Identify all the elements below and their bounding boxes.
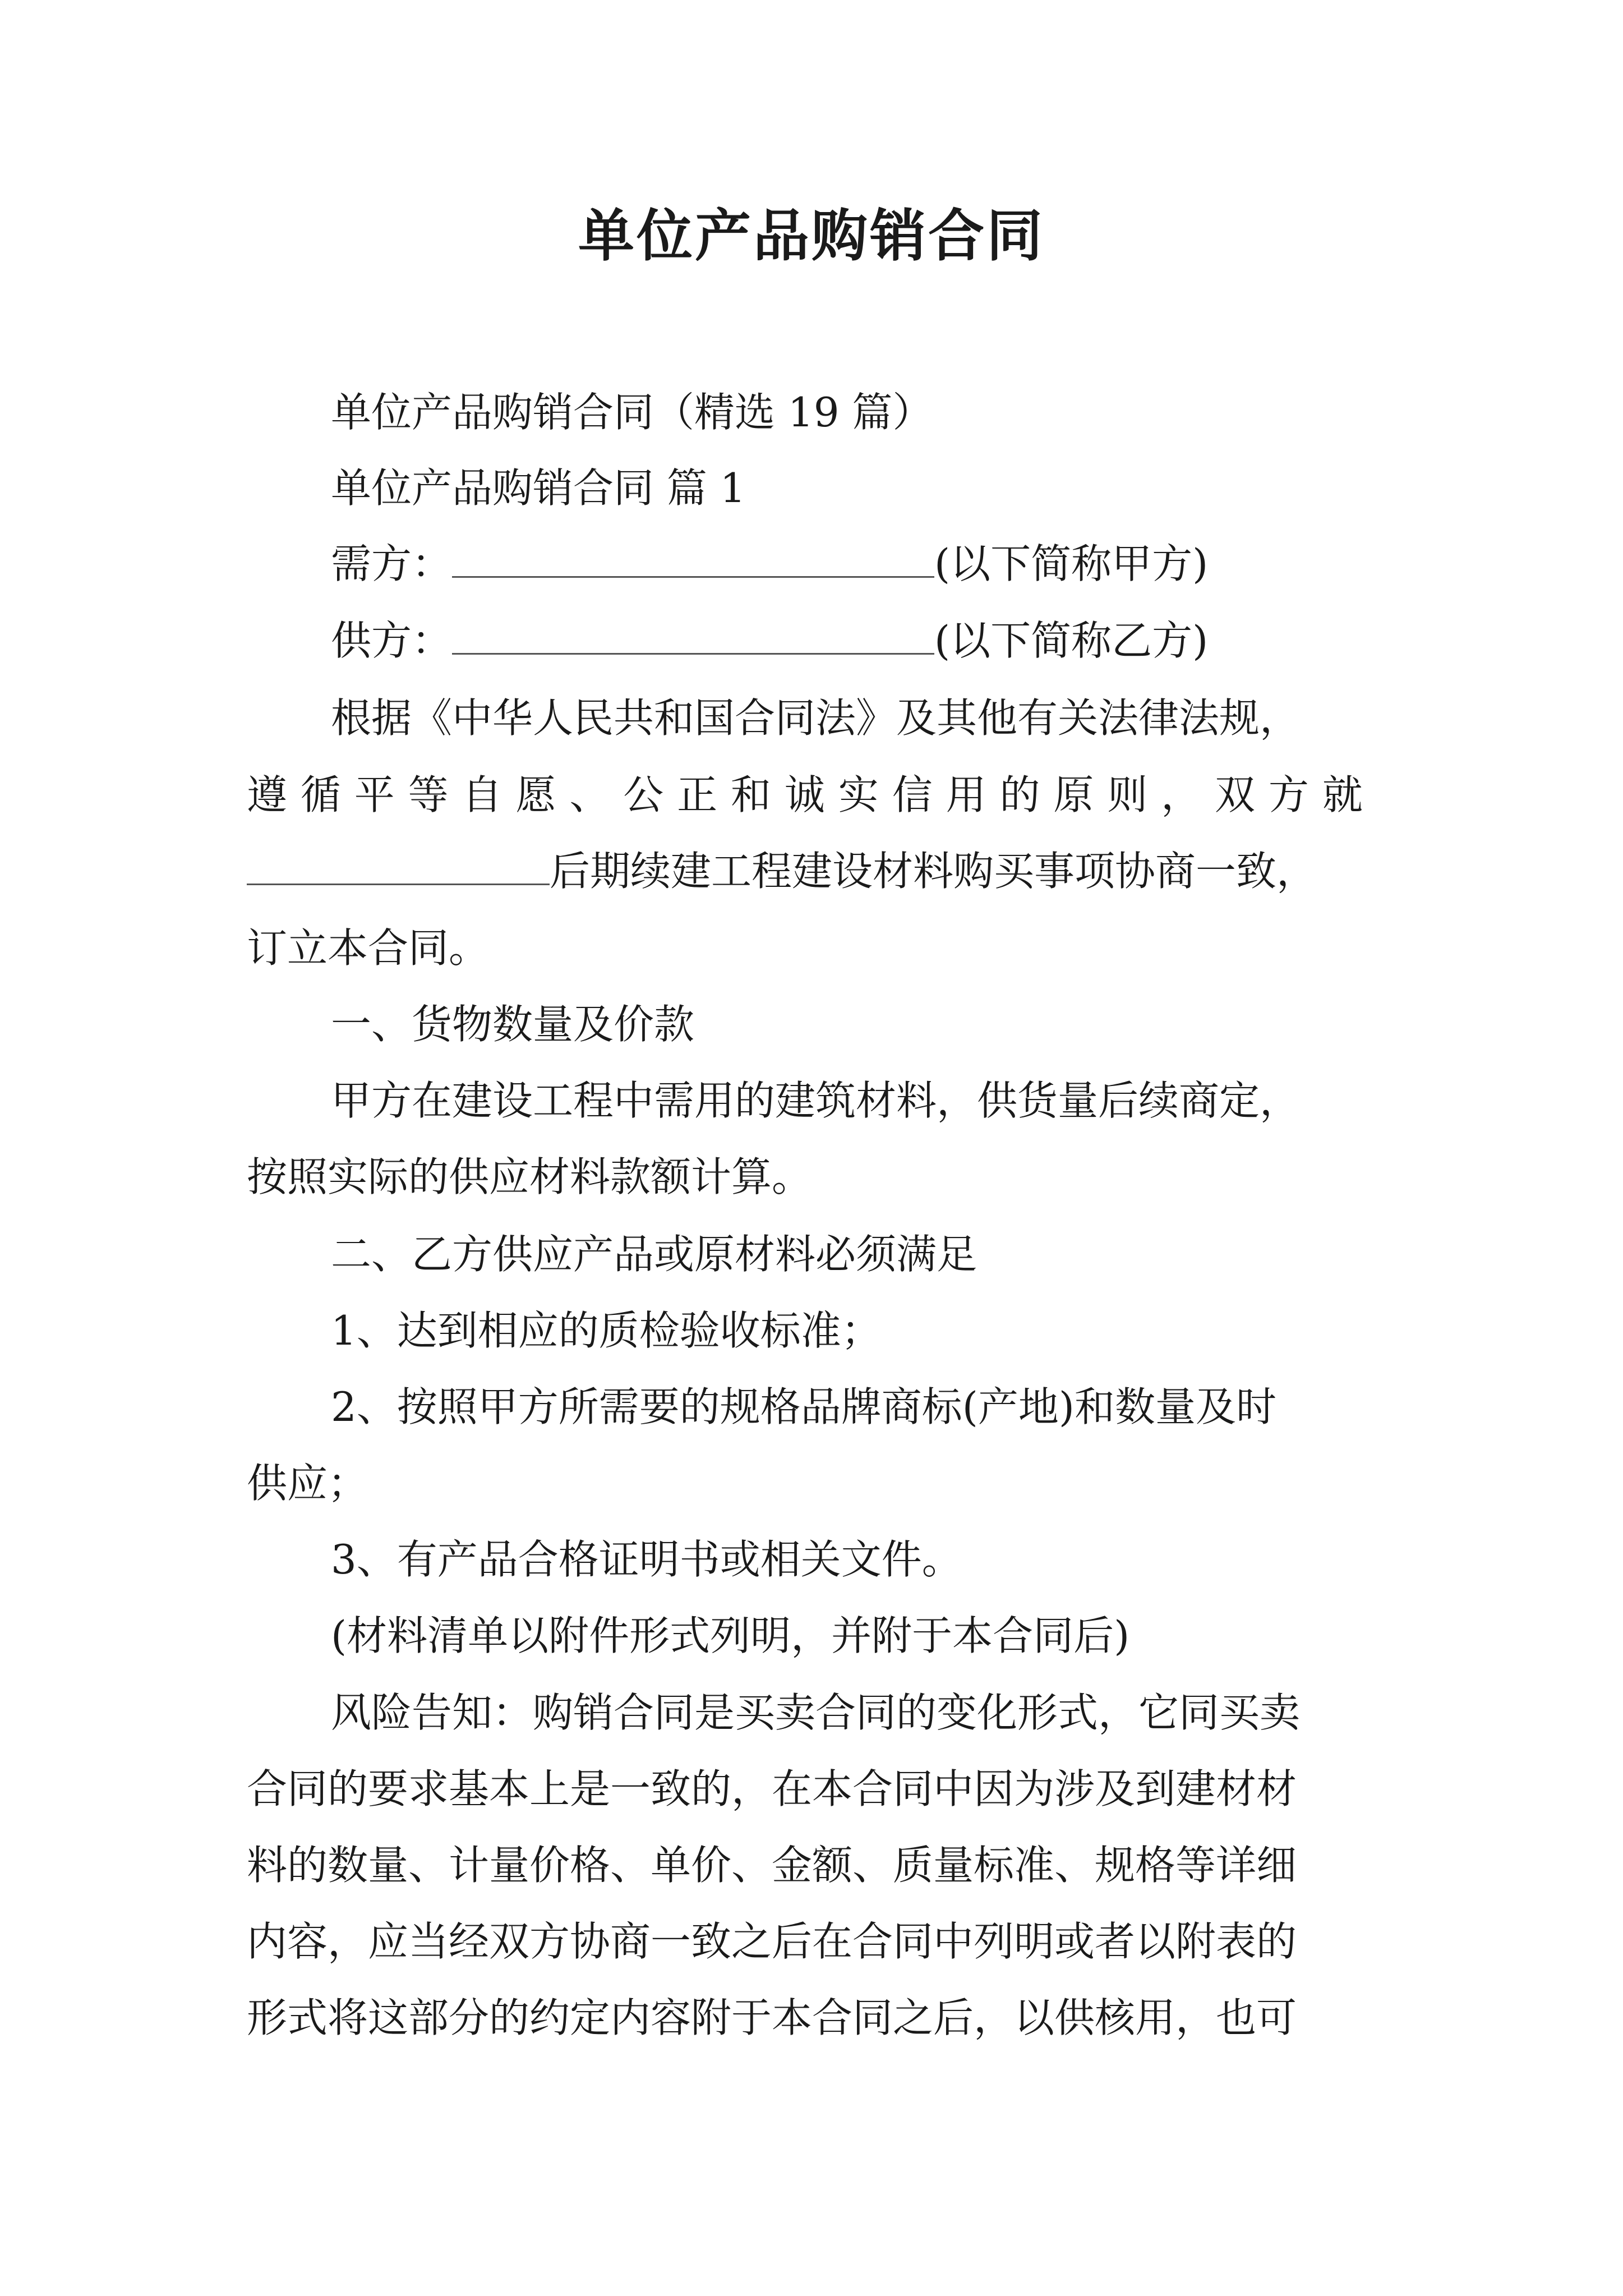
intro-line-2-char: 就: [1322, 771, 1363, 818]
intro-line-2-char: 正: [677, 771, 718, 818]
section-1-para-line-2: 按照实际的供应材料款额计算。: [247, 1153, 813, 1200]
intro-line-2-char: 循: [300, 771, 341, 818]
item-2-line-1: 2、按照甲方所需要的规格品牌商标(产地)和数量及时: [331, 1383, 1276, 1430]
intro-line-2-char: 双: [1215, 771, 1256, 818]
intro-line-3: [247, 843, 1376, 899]
buyer-suffix: (以下简称甲方): [934, 540, 1209, 587]
intro-line-2-char: 诚: [784, 771, 825, 818]
intro-line-1: 根据《中华人民共和国合同法》及其他有关法律法规，: [331, 694, 1301, 742]
intro-line-3-text: 后期续建工程建设材料购买事项协商一致，: [550, 848, 1317, 895]
document-title: 单位产品购销合同: [578, 203, 1045, 269]
buyer-label: 需方：: [331, 540, 453, 587]
item-2-line-2: 供应；: [247, 1460, 368, 1507]
seller-line: [247, 613, 1460, 669]
intro-line-2-char: 原: [1053, 771, 1094, 818]
item-1: 1、达到相应的质检验收标准；: [331, 1307, 882, 1354]
risk-line-2: 合同的要求基本上是一致的，在本合同中因为涉及到建材材: [247, 1765, 1297, 1812]
intro-line-2-char: 公: [623, 771, 664, 818]
intro-line-4: 订立本合同。: [247, 924, 490, 972]
risk-line-3: 料的数量、计量价格、单价、金额、质量标准、规格等详细: [247, 1842, 1297, 1889]
project-name-blank[interactable]: [247, 844, 550, 885]
intro-line-2-char: 等: [408, 771, 449, 818]
intro-line-2-char: ，: [1161, 771, 1202, 818]
risk-line-1: 风险告知：购销合同是买卖合同的变化形式，它同买卖: [331, 1689, 1301, 1736]
intro-line-2-char: 自: [462, 771, 502, 818]
intro-line-2-char: 遵: [247, 771, 288, 818]
intro-line-2-char: 、: [569, 771, 610, 818]
part-heading: 单位产品购销合同 篇 1: [331, 464, 746, 512]
section-2-title: 二、乙方供应产品或原材料必须满足: [331, 1231, 978, 1278]
buyer-line: [247, 536, 1460, 592]
intro-line-2-char: 信: [892, 771, 933, 818]
intro-line-2-char: 和: [731, 771, 772, 818]
section-1-title: 一、货物数量及价款: [331, 1001, 695, 1048]
seller-suffix: (以下简称乙方): [934, 617, 1209, 664]
seller-name-blank[interactable]: [452, 614, 934, 655]
intro-line-2-char: 方: [1268, 771, 1309, 818]
risk-line-4: 内容，应当经双方协商一致之后在合同中列明或者以附表的: [247, 1918, 1297, 1965]
item-3: 3、有产品合格证明书或相关文件。: [331, 1536, 962, 1583]
intro-line-2-char: 愿: [515, 771, 556, 818]
intro-line-2-char: 实: [838, 771, 879, 818]
risk-line-5: 形式将这部分的约定内容附于本合同之后，以供核用，也可: [247, 1994, 1297, 2041]
intro-line-2-char: 用: [946, 771, 986, 818]
intro-line-2-char: 平: [354, 771, 395, 818]
seller-label: 供方：: [331, 617, 453, 664]
attachment-note: (材料清单以附件形式列明，并附于本合同后): [331, 1612, 1130, 1659]
buyer-name-blank[interactable]: [452, 537, 934, 578]
intro-line-2-chars: [247, 767, 1363, 823]
document-page: [247, 0, 1376, 2296]
section-1-para-line-1: 甲方在建设工程中需用的建筑材料，供货量后续商定，: [331, 1077, 1301, 1124]
intro-line-2-char: 则: [1107, 771, 1148, 818]
intro-line-2: [247, 767, 1376, 823]
intro-line-2-char: 的: [999, 771, 1040, 818]
document-subtitle: 单位产品购销合同（精选 19 篇）: [331, 389, 933, 436]
